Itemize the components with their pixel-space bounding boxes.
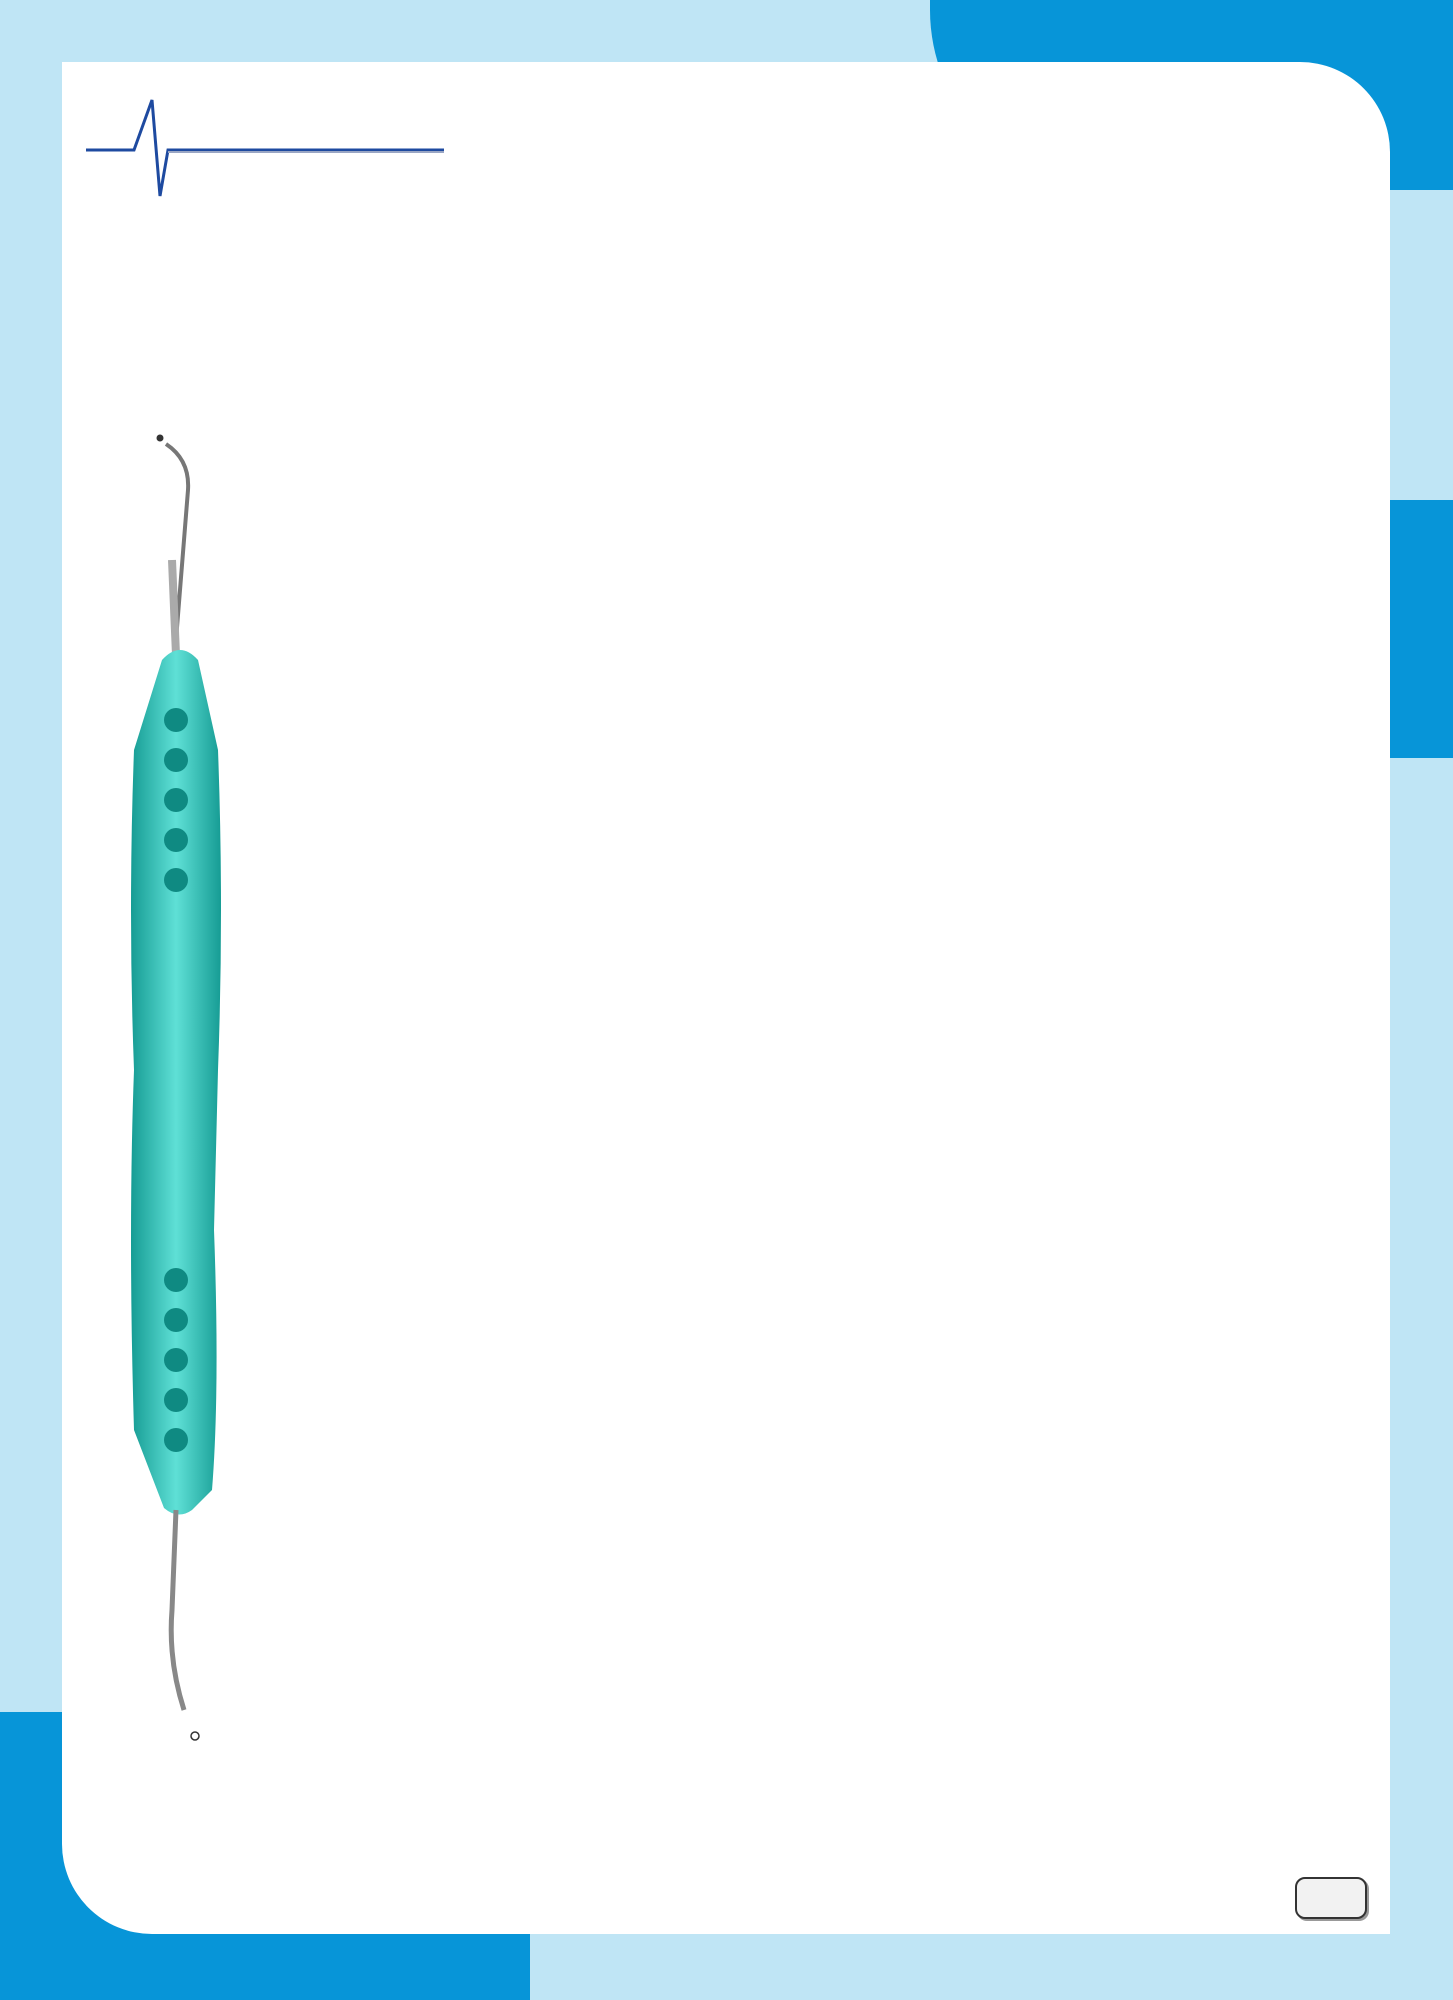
- instrument-handle-image: [120, 430, 240, 1750]
- logo-pulse-icon: [84, 86, 454, 206]
- side-tab-label: [1390, 500, 1453, 758]
- instrument-images-bottom-row: [300, 1245, 1350, 1765]
- page-number: [1295, 1877, 1367, 1919]
- instrument-images-top-row: [300, 415, 1350, 935]
